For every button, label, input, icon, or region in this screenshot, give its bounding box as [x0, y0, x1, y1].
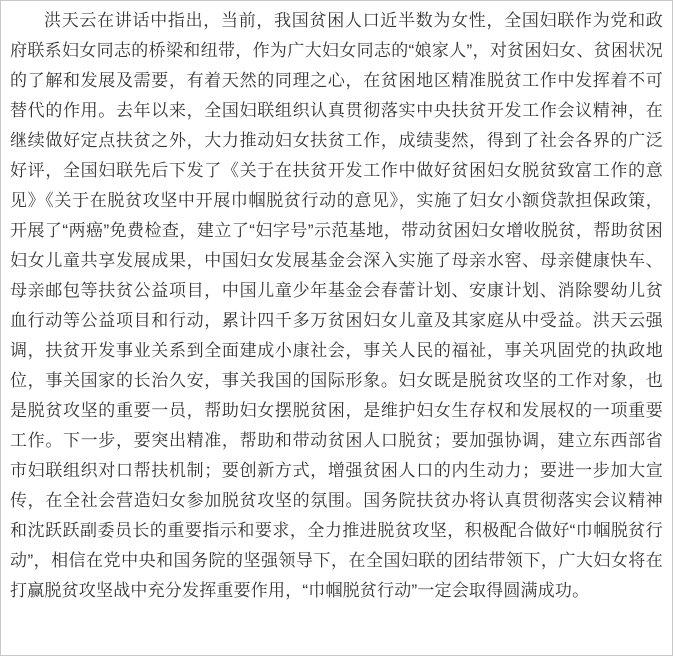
- article-paragraph: 洪天云在讲话中指出，当前，我国贫困人口近半数为女性，全国妇联作为党和政府联系妇女同志的桥梁和纽带，作为广大妇女同志的“娘家人”，对贫困妇女、贫困状况的了解和发展及需要，有着天然的同理之心，在贫困地区精准脱贫工作中发挥着不可替代的作用。去年以来，全国妇联组织认真贯彻落实中央扶贫开发工作会议精神，在继续做好定点扶贫之外，大力推动妇女扶贫工作，成绩斐然，得到了社会各界的广泛好评，全国妇联先后下发了《关于在扶贫开发工作中做好贫困妇女脱贫致富工作的意见》《关于在脱贫攻坚中开展巾帼脱贫行动的意见》，实施了妇女小额贷款担保政策，开展了“两癌”免费检查，建立了“妇字号”示范基地，带动贫困妇女增收脱贫，帮助贫困妇女儿童共享发展成果，中国妇女发展基金会深入实施了母亲水窖、母亲健康快车、母亲邮包等扶贫公益项目，中国儿童少年基金会春蕾计划、安康计划、消除婴幼儿贫血行动等公益项目和行动，累计四千多万贫困妇女儿童及其家庭从中受益。洪天云强调，扶贫开发事业关系到全面建成小康社会，事关人民的福祉，事关巩固党的执政地位，事关国家的长治久安，事关我国的国际形象。妇女既是脱贫攻坚的工作对象，也是脱贫攻坚的重要一员，帮助妇女摆脱贫困，是维护妇女生存权和发展权的一项重要工作。下一步，要突出精准，帮助和带动贫困人口脱贫；要加强协调，建立东西部省市妇联组织对口帮扶机制；要创新方式，增强贫困人口的内生动力；要进一步加大宣传，在全社会营造妇女参加脱贫攻坚的氛围。国务院扶贫办将认真贯彻落实会议精神和沈跃跃副委员长的重要指示和要求，全力推进脱贫攻坚，积极配合做好“巾帼脱贫行动”，相信在党中央和国务院的坚强领导下，在全国妇联的团结带领下，广大妇女将在打赢脱贫攻坚战中充分发挥重要作用，“巾帼脱贫行动”一定会取得圆满成功。: [10, 11, 663, 600]
